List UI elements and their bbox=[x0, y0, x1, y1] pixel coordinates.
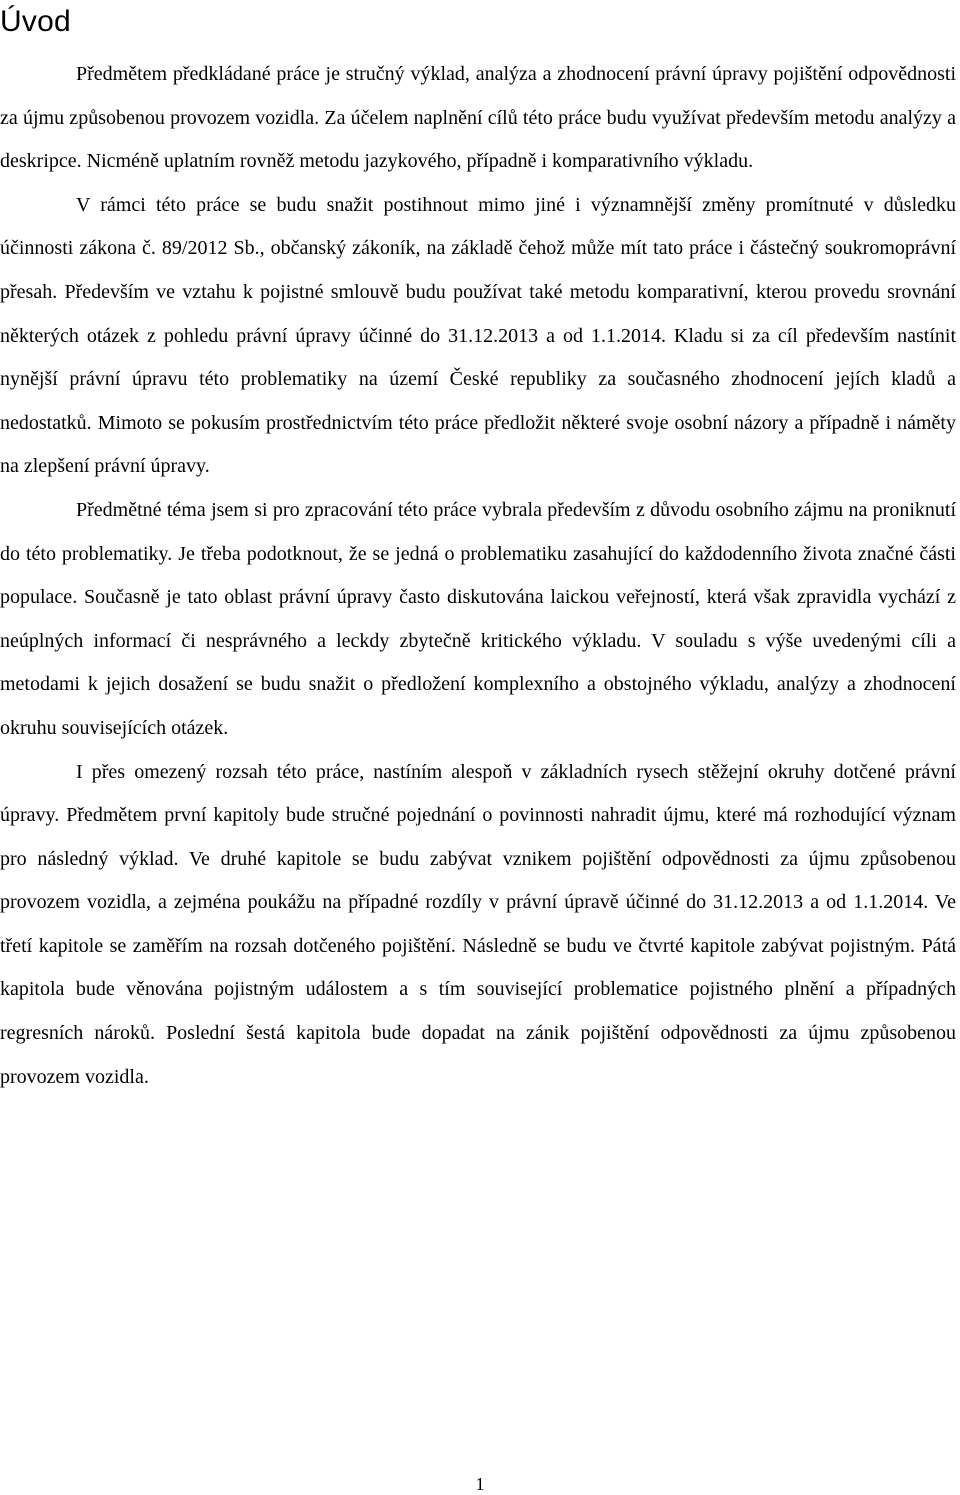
page-number: 1 bbox=[475, 1474, 485, 1494]
page-title: Úvod bbox=[0, 5, 71, 38]
paragraph: I přes omezený rozsah této práce, nastíním alespoň v základních rysech stěžejní okruhy dotčené právní úpravy. Předmětem první kapitoly bude stručné pojednání o povinnosti nahradit újmu, které má rozhodující význam pro následný výklad. Ve druhé kapitole se budu zabývat vznikem pojištění odpovědnosti za újmu způsobenou provozem vozidla, a zejména poukážu na případné rozdíly v právní úpravě účinné do 31.12.2013 a od 1.1.2014. Ve třetí kapitole se zaměřím na rozsah dotčeného pojištění. Následně se budu ve čtvrté kapitole zabývat pojistným. Pátá kapitola bude věnována pojistným událostem a s tím související problematice pojistného plnění a případných regresních nároků. Poslední šestá kapitola bude dopadat na zánik pojištění odpovědnosti za újmu způsobenou provozem vozidla. bbox=[0, 760, 956, 1088]
paragraph: Předmětem předkládané práce je stručný výklad, analýza a zhodnocení právní úpravy pojištění odpovědnosti za újmu způsobenou provozem vozidla. Za účelem naplnění cílů této práce budu využívat především metodu analýzy a deskripce. Nicméně uplatním rovněž metodu jazykového, případně i komparativního výkladu. bbox=[0, 63, 956, 173]
body-text bbox=[0, 53, 956, 1099]
paragraph: Předmětné téma jsem si pro zpracování této práce vybrala především z důvodu osobního zájmu na proniknutí do této problematiky. Je třeba podotknout, že se jedná o problematiku zasahující do každodenního života značné části populace. Současně je tato oblast právní úpravy často diskutována laickou veřejností, která však zpravidla vychází z neúplných informací či nesprávného a leckdy zbytečně kritického výkladu. V souladu s výše uvedenými cíli a metodami k jejich dosažení se budu snažit o předložení komplexního a obstojného výkladu, analýzy a zhodnocení okruhu souvisejících otázek. bbox=[0, 498, 956, 739]
paragraph: V rámci této práce se budu snažit postihnout mimo jiné i významnější změny promítnuté v důsledku účinnosti zákona č. 89/2012 Sb., občanský zákoník, na základě čehož může mít tato práce i částečný soukromoprávní přesah. Především ve vztahu k pojistné smlouvě budu používat také metodu komparativní, kterou provedu srovnání některých otázek z pohledu právní úpravy účinné do 31.12.2013 a od 1.1.2014. Kladu si za cíl především nastínit nynější právní úpravu této problematiky na území České republiky za současného zhodnocení jejích kladů a nedostatků. Mimoto se pokusím prostřednictvím této práce předložit některé svoje osobní názory a případně i náměty na zlepšení právní úpravy. bbox=[0, 193, 956, 478]
